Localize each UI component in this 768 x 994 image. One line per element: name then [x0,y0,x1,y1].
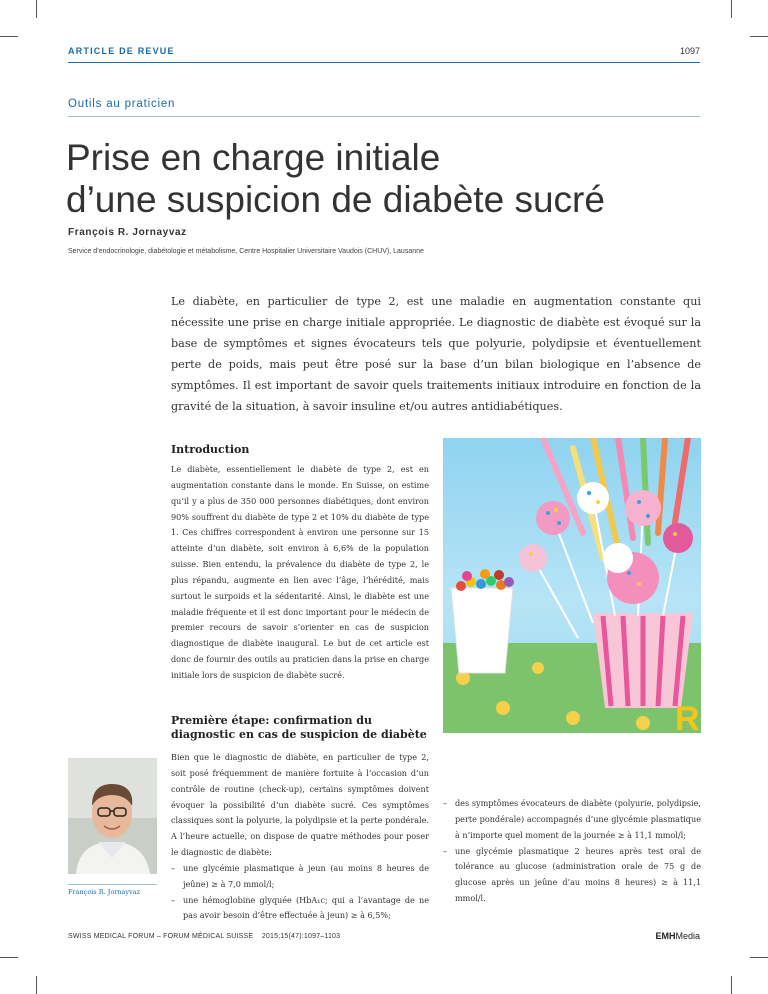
crop-mark [36,0,37,18]
list-item-text: une hémoglobine glyquée (HbA₁c; qui a l’avantage de ne pas avoir besoin d’être effectuée à jeun) ≥ à 6,5%; [183,894,429,921]
author-name: François R. Jornayvaz [68,227,187,238]
intro-heading: Introduction [171,443,250,456]
title-line-2: d’une suspicion de diabète sucré [66,179,605,220]
caption-divider [68,884,157,885]
publisher-logo-bold: EMH [655,931,676,941]
bullet-dash: – [443,798,448,808]
intro-text: Le diabète, essentiellement le diabète de type 2, est en augmentation constante dans le monde. En Suisse, on estime qu’il y a plus de 350 000 personnes diabétiques, dont environ 90% souffrent du diabète de type 2 et 10% du diabète de type 1. Ces chiffres correspondent à environ une personne sur 15 atteinte d’un diabète, soit environ à 6,6% de la population suisse. Bien entendu, la prévalence du diabète de type 2, le plus répandu, augmente en lien avec l’âge, l’hérédité, mais surtout le surpoids et la sédentarité. Ainsi, le diabète est une maladie fréquente et il est donc important pour le médecin de premier recours de savoir s’orienter en cas de suspicion diagnostique de diabète inaugural. Le but de cet article est donc de fournir des outils au praticien dans la prise en charge initiale lors de suspicion de diabète sucré. [171,464,429,680]
category-divider [68,116,700,117]
section-label: ARTICLE DE REVUE [68,46,175,56]
step1-heading: Première étape: confirmation du diagnostic en cas de suspicion de diabète [171,714,427,741]
portrait-caption: François R. Jornayvaz [68,888,141,896]
crop-mark [731,976,732,994]
right-column-list [443,796,701,907]
author-affiliation: Service d’endocrinologie, diabétologie et métabolisme, Centre Hospitalier Universitaire Vaudois (CHUV), Lausanne [68,248,424,255]
list-item [443,796,701,844]
article-category: Outils au praticien [68,98,176,110]
list-item [171,861,429,893]
crop-mark [36,976,37,994]
bullet-dash: – [171,862,176,873]
crop-mark [0,36,18,37]
candy-photo [443,438,701,733]
bullet-dash: – [443,845,448,856]
crop-mark [750,957,768,958]
article-title [66,137,605,221]
svg-text:R: R [675,700,700,733]
page-number: 1097 [679,46,700,56]
crop-mark [0,957,18,958]
list-item-text: des symptômes évocateurs de diabète (polyurie, polydipsie, perte pondérale) accompagnés d’une glycémie plasmatique à n’importe quel moment de la journée ≥ à 11,1 mmol/l; [455,798,701,840]
list-item-text: une glycémie plasmatique 2 heures après test oral de tolérance au glucose (administration orale de 75 g de glucose après un jeûne d’au moins 8 heures) ≥ à 11,1 mmol/l. [455,845,701,904]
list-item [443,844,701,907]
publisher-logo [655,931,700,941]
list-item-text: une glycémie plasmatique à jeun (au moins 8 heures de jeûne) ≥ à 7,0 mmol/l; [183,862,429,889]
crop-mark [750,36,768,37]
header-divider [68,62,700,63]
author-portrait [68,758,157,874]
footer-journal-citation: SWISS MEDICAL FORUM – FORUM MÉDICAL SUISSE 2015;15(47):1097–1103 [68,933,341,940]
title-line-1: Prise en charge initiale [66,137,441,178]
list-item [171,893,429,925]
publisher-logo-rest: Media [675,931,700,941]
abstract: Le diabète, en particulier de type 2, est une maladie en augmentation constante qui nécessite une prise en charge initiale appropriée. Le diagnostic de diabète est évoqué sur la base de symptômes et signes évocateurs tels que polyurie, polydipsie et éventuellement perte de poids, mais peut être posé sur la base d’un bilan biologique en l’absence de symptômes. Il est important de savoir quels traitements initiaux introduire en fonction de la gravité de la situation, à savoir insuline et/ou autres antidiabétiques. [171,295,701,413]
step1-body [171,750,429,924]
crop-mark [731,0,732,18]
bullet-dash: – [171,894,176,905]
step1-paragraph: Bien que le diagnostic de diabète, en particulier de type 2, soit posé fréquemment de manière fortuite à l’occasion d’un contrôle de routine (check-up), certains symptômes doivent évoquer la possibilité d’un diabète sucré. Ces symptômes classiques sont la polyurie, la polydipsie et la perte pondérale. A l’heure actuelle, on dispose de quatre méthodes pour poser le diagnostic de diabète: [171,752,429,858]
